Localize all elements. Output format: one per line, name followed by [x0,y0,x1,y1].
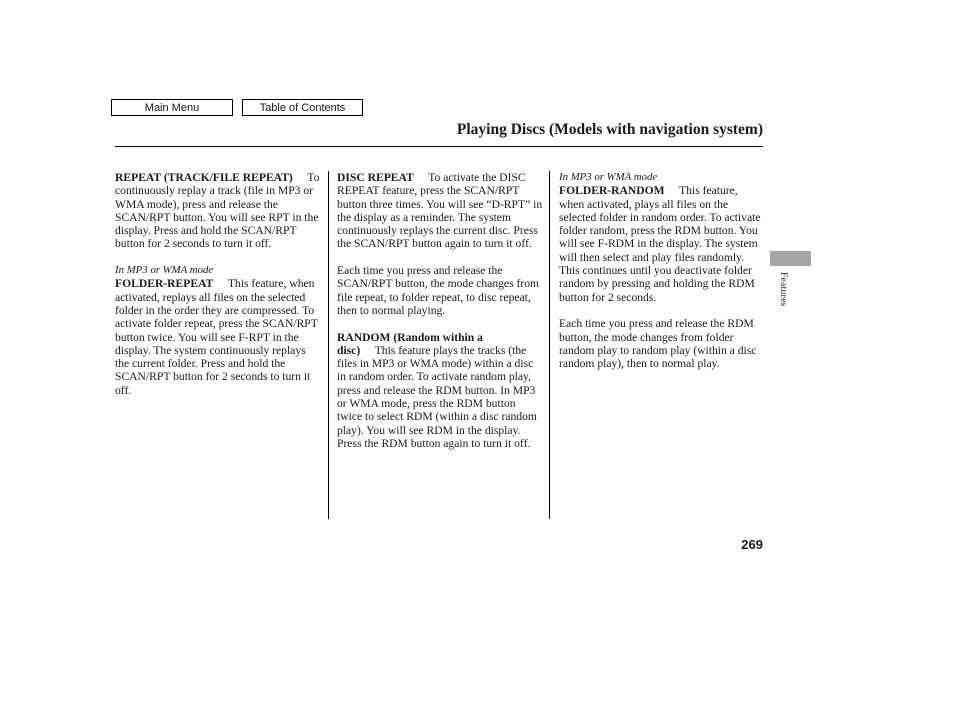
section-tab [770,251,811,266]
disc-repeat-heading: DISC REPEAT [337,171,414,184]
random-heading: RANDOM (Random within a disc) [337,330,483,357]
column-divider-2 [549,171,550,519]
title-divider [115,146,763,147]
main-menu-button[interactable]: Main Menu [111,99,233,116]
repeat-text: To continuously replay a track (file in MP3 or WMA mode), press and release the SCAN/RPT button. You will see RPT in the display. Press and hold the SCAN/RPT button for 2 seconds to turn it off. [115,171,320,251]
column-3 [559,171,765,370]
table-of-contents-button[interactable]: Table of Contents [242,99,363,116]
column-2 [337,171,543,450]
folder-random-text: This feature, when activated, plays all files on the selected folder in random order. To activate folder random, press the RDM button. You will see F-RDM in the display. The system will then select and play files randomly. This continues until you deactivate folder random by pressing and holding the RDM button for 2 seconds. [559,184,761,304]
disc-repeat-text: To activate the DISC REPEAT feature, press the SCAN/RPT button three times. You will see “D-RPT” in the display as a reminder. The system continuously replays the current disc. Press the SCAN/RPT button again to turn it off. [337,171,543,251]
random-text: This feature plays the tracks (the files in MP3 or WMA mode) within a disc in random order. To activate random play, press and release the RDM button. In MP3 or WMA mode, press the RDM button twice to select RDM (within a disc random play). You will see RDM in the display. Press the RDM button again to turn it off. [337,343,537,450]
random-paragraph [337,331,543,451]
page-number: 269 [741,537,763,552]
random-cycle-text: Each time you press and release the RDM button, the mode changes from folder random play to random play (within a disc random play), then to normal play. [559,317,757,371]
repeat-paragraph [115,171,321,251]
repeat-heading: REPEAT (TRACK/FILE REPEAT) [115,171,293,184]
mode-note: In MP3 or WMA mode [115,264,214,277]
page-title: Playing Discs (Models with navigation system) [456,121,763,138]
folder-repeat-heading: FOLDER-REPEAT [115,277,214,291]
disc-repeat-paragraph [337,171,543,251]
repeat-cycle-text: Each time you press and release the SCAN/RPT button, the mode changes from file repeat, to folder repeat, to disc repeat, then to normal playing. [337,264,540,317]
column-divider-1 [328,171,329,519]
column-1 [115,171,321,397]
folder-random-paragraph [559,184,765,304]
folder-repeat-paragraph [115,277,321,397]
folder-repeat-text: This feature, when activated, replays all files on the selected folder in the order they are compressed. To activate folder repeat, press the SCAN/RPT button twice. You will see F-RPT in the display. The system continuously replays the current folder. Press and hold the SCAN/RPT button for 2 seconds to turn it off. [115,277,318,397]
mode-note: In MP3 or WMA mode [559,171,658,183]
folder-random-heading: FOLDER-RANDOM [559,184,665,198]
section-label: Features [778,272,788,307]
